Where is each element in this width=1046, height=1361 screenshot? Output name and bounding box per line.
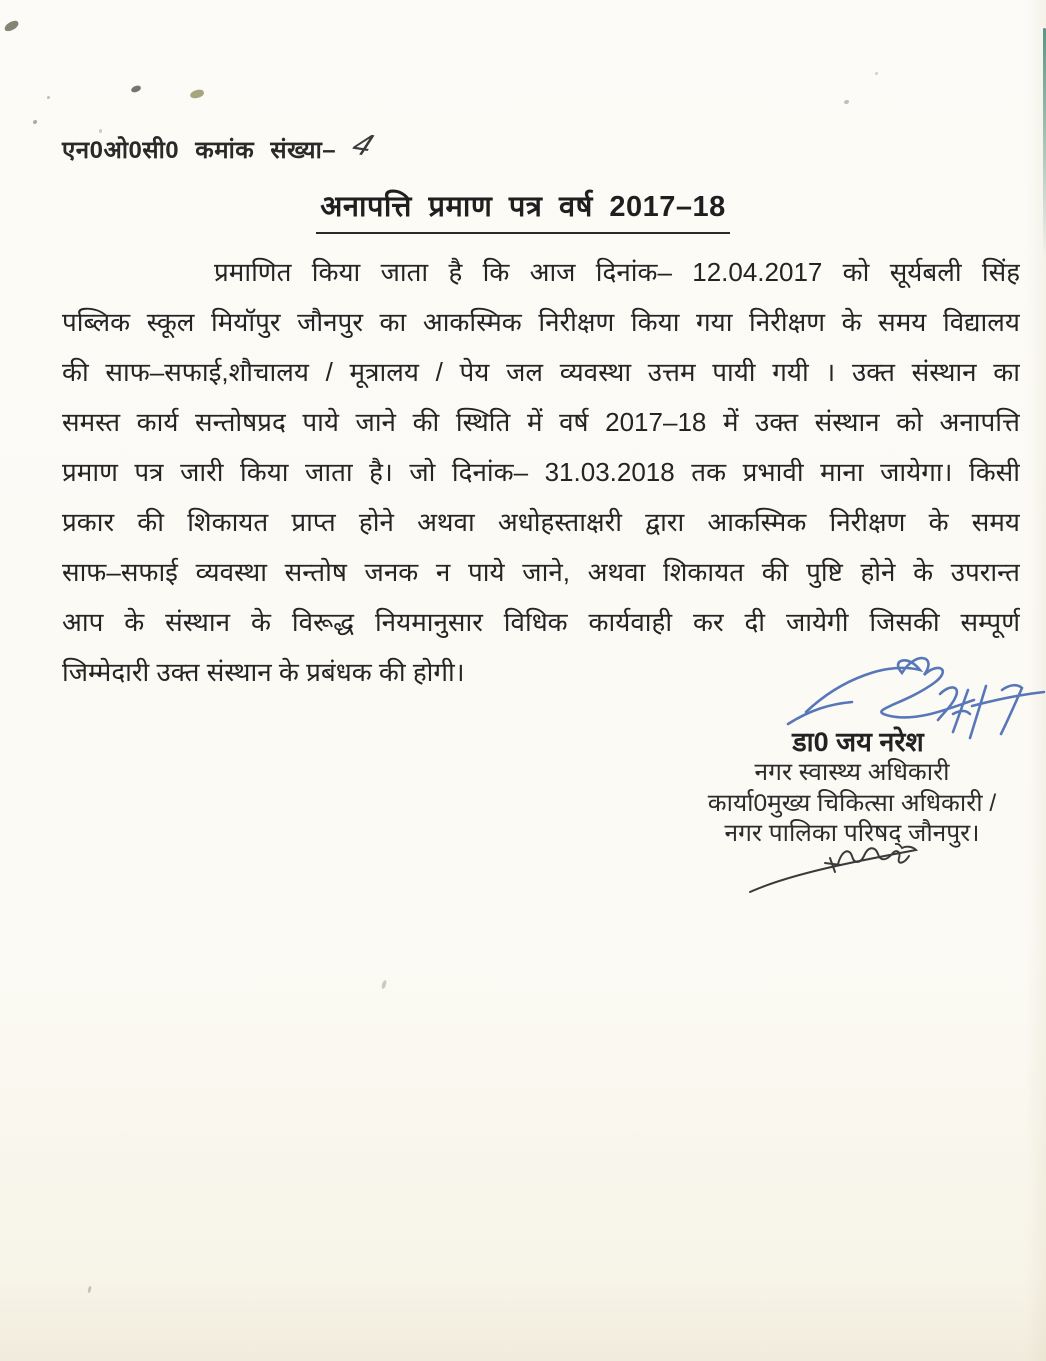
signatory-designation: कार्या0मुख्य चिकित्सा अधिकारी / <box>707 789 997 817</box>
noc-number-line <box>62 126 380 166</box>
body-line: समस्त कार्य सन्तोषप्रद पाये जाने की स्थिति में वर्ष 2017–18 में उक्त संस्थान को अनापत्ति <box>62 407 1020 437</box>
signatory-designation: नगर पालिका परिषद् जौनपुर। <box>724 820 980 847</box>
body-line: प्रमाणित किया जाता है कि आज दिनांक– 12.04.2017 को सूर्यबली सिंह <box>214 257 1020 287</box>
body-line: साफ–सफाई व्यवस्था सन्तोष जनक न पाये जाने, अथवा शिकायत की पुष्टि होने के उपरान्त <box>62 557 1020 587</box>
handwritten-flourish <box>742 836 927 900</box>
body-line: जिम्मेदारी उक्त संस्थान के प्रबंधक की होगी। <box>62 657 465 687</box>
certificate-body <box>62 247 1020 697</box>
body-line: पब्लिक स्कूल मियॉपुर जौनपुर का आकस्मिक निरीक्षण किया गया निरीक्षण के समय विद्यालय <box>62 307 1020 337</box>
document-title: अनापत्ति प्रमाण पत्र वर्ष 2017–18 <box>316 186 730 234</box>
body-line: प्रकार की शिकायत प्राप्त होने अथवा अधोहस्ताक्षरी द्वारा आकस्मिक निरीक्षण के समय <box>62 507 1020 537</box>
body-line: की साफ–सफाई,शौचालय / मूत्रालय / पेय जल व्यवस्था उत्तम पायी गयी । उक्त संस्थान का <box>62 357 1020 387</box>
signatory-name: डा0 जय नरेश <box>792 727 924 757</box>
body-line: आप के संस्थान के विरूद्ध नियमानुसार विधिक कार्यवाही कर दी जायेगी जिसकी सम्पूर्ण <box>62 607 1020 637</box>
signatory-designation: नगर स्वास्थ्य अधिकारी <box>754 759 950 786</box>
body-line: प्रमाण पत्र जारी किया जाता है। जो दिनांक– 31.03.2018 तक प्रभावी माना जायेगा। किसी <box>62 457 1020 487</box>
noc-label: एन0ओ0सी0 कमांक संख्या– <box>62 137 337 164</box>
signature-block <box>672 726 1032 850</box>
noc-number-handwritten: 4 <box>347 126 380 163</box>
